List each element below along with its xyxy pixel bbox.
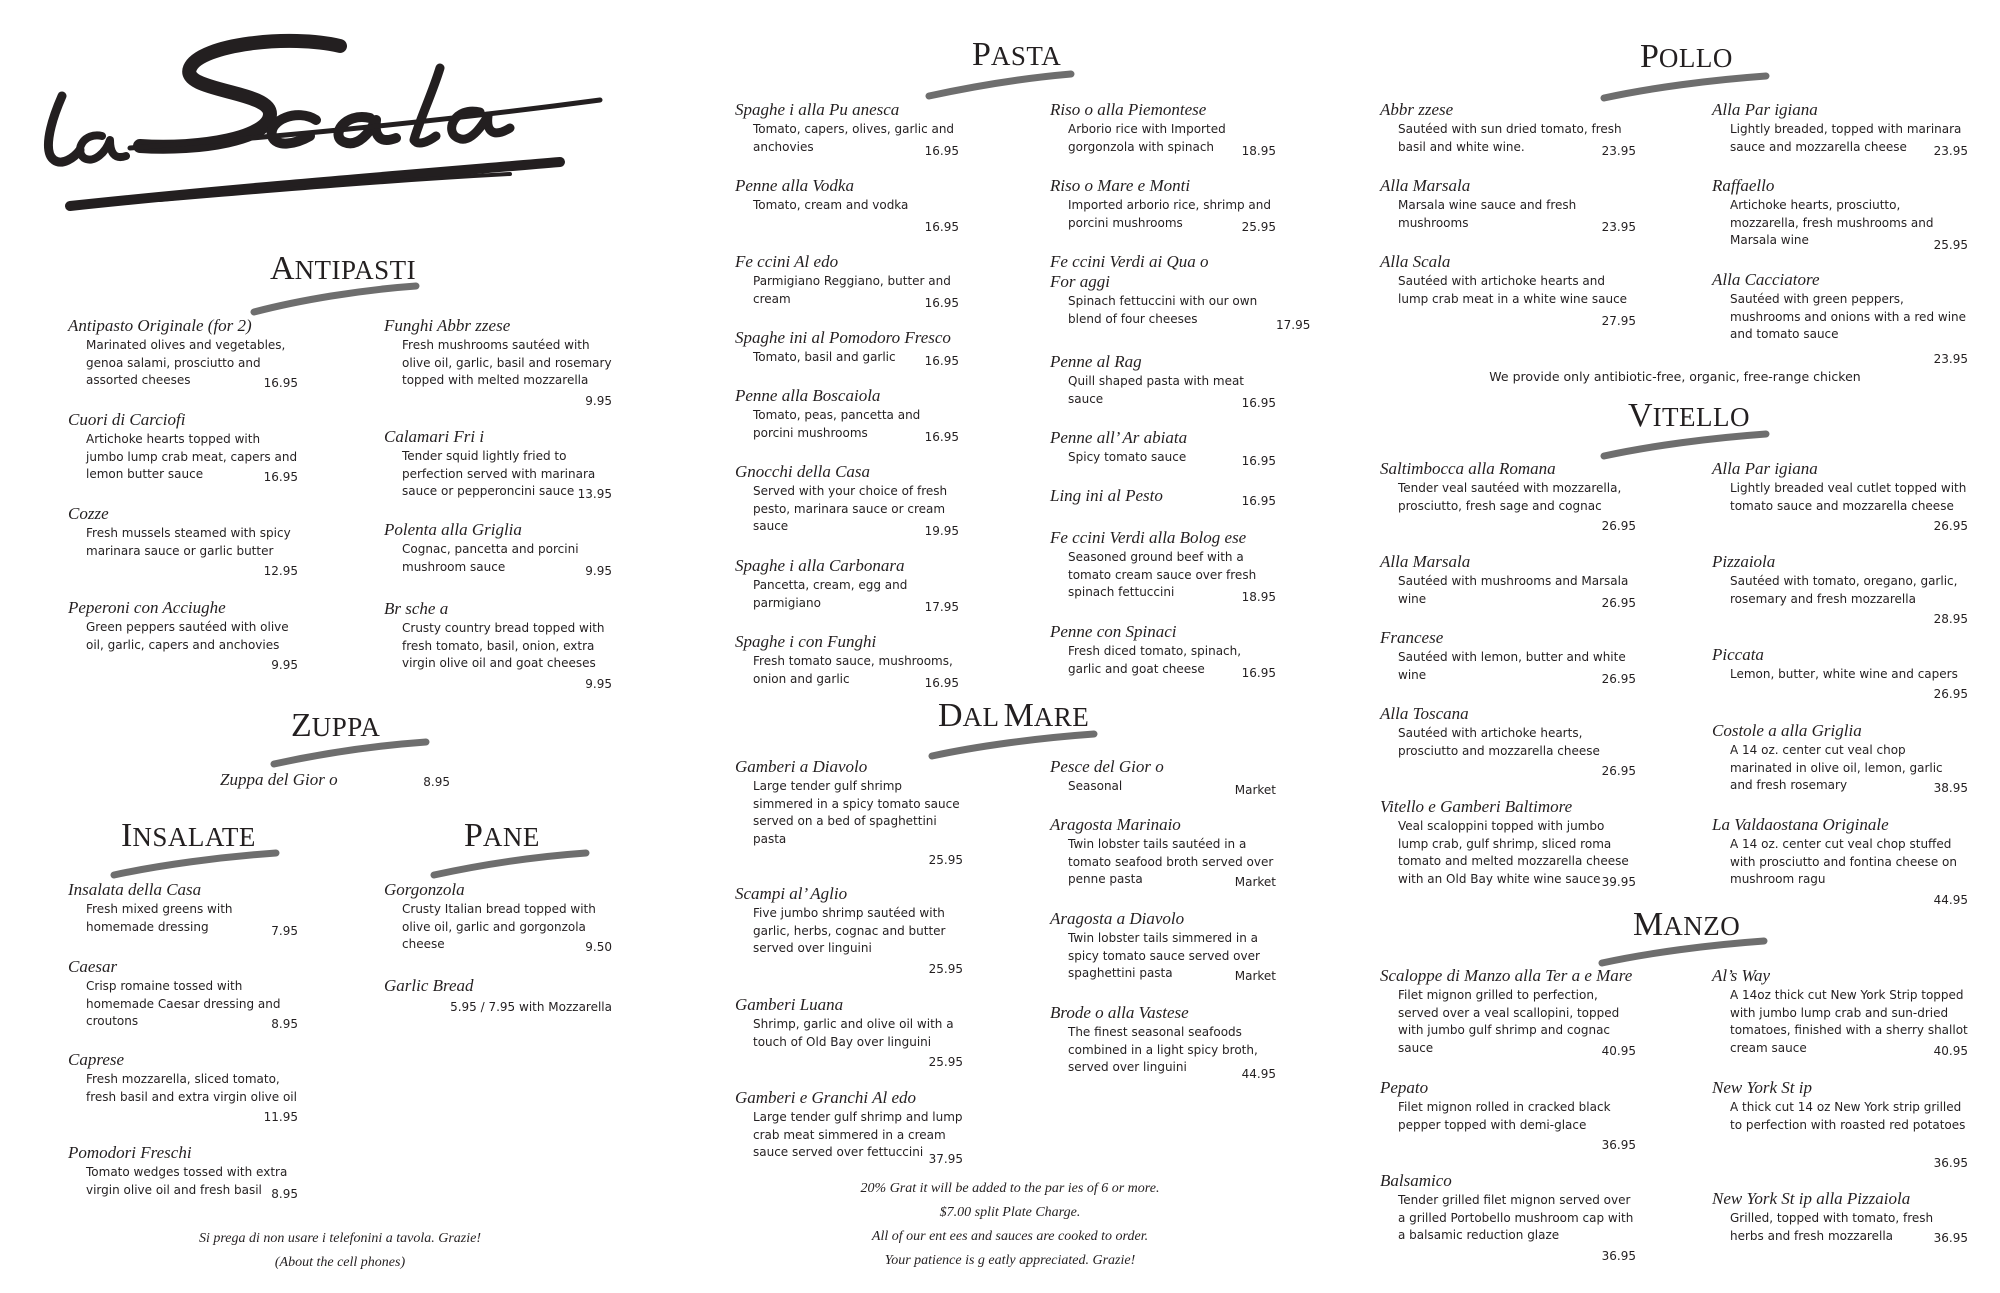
- menu-item: [1380, 1171, 1636, 1263]
- item-description: Fresh mussels steamed with spicy marinara sauce or garlic butter: [86, 526, 291, 558]
- menu-item: [1712, 966, 1968, 1057]
- item-price: 18.95: [1241, 144, 1276, 158]
- menu-item: [1050, 100, 1276, 156]
- menu-item: [1712, 1189, 1968, 1245]
- menu-item: [735, 884, 963, 976]
- menu-item: [735, 995, 963, 1069]
- item-description: Seasoned ground beef with a tomato cream sauce over fresh spinach fettuccini: [1068, 550, 1257, 599]
- item-name: Pesce del Gior o: [1050, 757, 1164, 776]
- item-description: Artichoke hearts topped with jumbo lump crab meat, capers and lemon butter sauce: [86, 432, 298, 481]
- la-scala-logo: [40, 28, 640, 228]
- item-description: Large tender gulf shrimp and lump crab meat simmered in a cream sauce served over fettuccini: [753, 1110, 963, 1159]
- item-price: 13.95: [577, 487, 612, 501]
- section-title-pasta: PASTA: [972, 36, 1062, 73]
- item-price: 16.95: [1241, 666, 1276, 680]
- section-title-antipasti: ANTIPASTI: [270, 250, 417, 287]
- menu-item: [735, 556, 959, 612]
- menu-item: [1712, 721, 1968, 795]
- section-title-pane: PANE: [464, 817, 540, 854]
- brush-stroke-decoration: [925, 70, 1075, 100]
- menu-item: [1380, 252, 1636, 328]
- brush-stroke-decoration: [928, 730, 1098, 760]
- item-name: Br sche a: [384, 599, 449, 618]
- item-description: Shrimp, garlic and olive oil with a touch of Old Bay over linguini: [753, 1017, 954, 1049]
- item-price: Market: [1234, 875, 1276, 889]
- item-price: 26.95: [1933, 519, 1968, 533]
- item-description: Spinach fettuccini with our own blend of four cheeses: [1068, 294, 1258, 326]
- item-price: 17.95: [1276, 318, 1311, 332]
- item-description: Tender grilled filet mignon served over a grilled Portobello mushroom cap with a balsamic reduction glaze: [1398, 1193, 1634, 1242]
- menu-item: [1050, 352, 1276, 408]
- item-price: 16.95: [924, 220, 959, 234]
- item-description: Filet mignon rolled in cracked black pepper topped with demi-glace: [1398, 1100, 1611, 1132]
- item-price: 23.95: [1933, 352, 1968, 366]
- item-description: Crusty Italian bread topped with olive oil, garlic and gorgonzola cheese: [402, 902, 596, 951]
- brush-stroke-decoration: [250, 282, 420, 316]
- item-description: Tender veal sautéed with mozzarella, prosciutto, fresh sage and cognac: [1398, 481, 1622, 513]
- item-price: 40.95: [1601, 1044, 1636, 1058]
- item-name: Saltimbocca alla Romana: [1380, 459, 1556, 478]
- menu-item: [735, 252, 959, 308]
- item-description: Fresh diced tomato, spinach, garlic and goat cheese: [1068, 644, 1242, 676]
- item-description: A 14 oz. center cut veal chop stuffed with prosciutto and fontina cheese on mushroom ragu: [1730, 837, 1957, 886]
- menu-item: [1380, 459, 1636, 533]
- patience-note: Your patience is g eatly appreciated. Grazie!: [884, 1253, 1136, 1268]
- item-description: Seasonal: [1068, 779, 1123, 793]
- item-price: 44.95: [1241, 1067, 1276, 1081]
- item-description: Crusty country bread topped with fresh tomato, basil, onion, extra virgin olive oil and goat cheeses: [402, 621, 605, 670]
- item-price: 18.95: [1241, 590, 1276, 604]
- item-description: Fresh tomato sauce, mushrooms, onion and garlic: [753, 654, 953, 686]
- menu-item: [1712, 815, 1968, 907]
- brush-stroke-decoration: [1600, 72, 1770, 102]
- cooked-to-order-note: All of our ent ees and sauces are cooked to order.: [871, 1229, 1149, 1244]
- menu-item: [384, 520, 612, 576]
- menu-item: [1050, 909, 1276, 983]
- phone-note-translation: (About the cell phones): [274, 1255, 406, 1270]
- menu-item: [1712, 100, 1968, 156]
- item-description: Sautéed with sun dried tomato, fresh basil and white wine.: [1398, 122, 1622, 154]
- item-name: Peperoni con Acciughe: [68, 598, 226, 617]
- item-description: Green peppers sautéed with olive oil, garlic, capers and anchovies: [86, 620, 289, 652]
- item-name: Spaghe i alla Carbonara: [735, 556, 905, 575]
- menu-item: [68, 1143, 298, 1199]
- item-name: Piccata: [1712, 645, 1764, 664]
- item-price: 8.95: [271, 1017, 298, 1031]
- item-name: Costole a alla Griglia: [1712, 721, 1862, 740]
- item-price: 9.95: [585, 394, 612, 408]
- menu-item: [68, 598, 298, 672]
- item-description: Veal scaloppini topped with jumbo lump crab, gulf shrimp, sliced roma tomato and melted mozzarella cheese with an Old Bay white wine sauce: [1398, 819, 1629, 886]
- item-name: Pomodori Freschi: [68, 1143, 192, 1162]
- item-name: Aragosta a Diavolo: [1050, 909, 1185, 928]
- item-name: Caesar: [68, 957, 118, 976]
- item-price: 23.95: [1601, 220, 1636, 234]
- item-name: Francese: [1380, 628, 1444, 647]
- menu-item: [1050, 486, 1276, 506]
- item-description: Parmigiano Reggiano, butter and cream: [753, 274, 951, 306]
- pollo-note: We provide only antibiotic-free, organic, free-range chicken: [1489, 369, 1861, 384]
- item-description: The finest seasonal seafoods combined in a light spicy broth, served over linguini: [1068, 1025, 1258, 1074]
- section-title-insalate: INSALATE: [121, 817, 256, 854]
- menu-item: [1050, 428, 1276, 467]
- item-name: Abbr zzese: [1380, 100, 1454, 119]
- item-description: Cognac, pancetta and porcini mushroom sauce: [402, 542, 579, 574]
- item-name: Penne alla Vodka: [735, 176, 854, 195]
- item-name: Polenta alla Griglia: [384, 520, 522, 539]
- item-description: Twin lobster tails simmered in a spicy tomato sauce served over spaghettini pasta: [1068, 931, 1260, 980]
- item-price: 16.95: [1241, 396, 1276, 410]
- item-description: Grilled, topped with tomato, fresh herbs and fresh mozzarella: [1730, 1211, 1934, 1243]
- item-name: Alla Cacciatore: [1712, 270, 1820, 289]
- item-name: Insalata della Casa: [68, 880, 202, 899]
- item-description: Tomato, peas, pancetta and porcini mushrooms: [753, 408, 921, 440]
- item-description: Marsala wine sauce and fresh mushrooms: [1398, 198, 1577, 230]
- item-name: Funghi Abbr zzese: [384, 316, 511, 335]
- item-name: Cozze: [68, 504, 109, 523]
- item-description: Lemon, butter, white wine and capers: [1730, 667, 1958, 681]
- item-price: 36.95: [1601, 1138, 1636, 1152]
- menu-item: [1380, 552, 1636, 608]
- item-description: Twin lobster tails sautéed in a tomato seafood broth served over penne pasta: [1068, 837, 1274, 886]
- item-name: Pizzaiola: [1712, 552, 1776, 571]
- item-description: Tomato wedges tossed with extra virgin olive oil and fresh basil: [86, 1165, 288, 1197]
- item-name: Alla Marsala: [1380, 552, 1471, 571]
- section-title-dalmare: DAL MARE: [938, 697, 1090, 734]
- item-price: 16.95: [924, 296, 959, 310]
- item-price: 16.95: [924, 354, 959, 368]
- section-title-zuppa: ZUPPA: [291, 707, 381, 744]
- item-name: Ling ini al Pesto: [1050, 486, 1163, 505]
- item-price: 8.95: [271, 1187, 298, 1201]
- menu-item: [384, 976, 612, 1014]
- menu-item: [1380, 704, 1636, 778]
- menu-item: [1050, 528, 1276, 602]
- item-price: 40.95: [1933, 1044, 1968, 1058]
- item-description: Sautéed with tomato, oregano, garlic, rosemary and fresh mozzarella: [1730, 574, 1958, 606]
- item-price: 11.95: [263, 1110, 298, 1124]
- item-price: 26.95: [1933, 687, 1968, 701]
- item-name: Alla Par igiana: [1712, 100, 1818, 119]
- menu-item: [1712, 176, 1968, 250]
- plate-charge-note: $7.00 split Plate Charge.: [939, 1205, 1081, 1220]
- item-name: Cuori di Carciofi: [68, 410, 186, 429]
- menu-item: [735, 757, 963, 867]
- item-description: Tender squid lightly fried to perfection served with marinara sauce or pepperoncini sauce: [402, 449, 596, 498]
- item-price: 5.95 / 7.95 with Mozzarella: [450, 1000, 612, 1014]
- section-title-pollo: POLLO: [1640, 38, 1733, 75]
- item-description: Arborio rice with Imported gorgonzola with spinach: [1068, 122, 1226, 154]
- menu-item: [68, 880, 298, 936]
- item-price: 25.95: [928, 853, 963, 867]
- item-name: Calamari Fri i: [384, 427, 485, 446]
- item-description: Served with your choice of fresh pesto, marinara sauce or cream sauce: [753, 484, 948, 533]
- menu-item: [68, 316, 298, 390]
- item-name: Alla Marsala: [1380, 176, 1471, 195]
- item-name: Alla Toscana: [1380, 704, 1469, 723]
- menu-item: [1050, 757, 1276, 796]
- item-name: Caprese: [68, 1050, 125, 1069]
- item-name: Gamberi Luana: [735, 995, 844, 1014]
- menu-item: [1380, 1078, 1636, 1152]
- item-description: Fresh mozzarella, sliced tomato, fresh basil and extra virgin olive oil: [86, 1072, 297, 1104]
- item-name: New York St ip: [1712, 1078, 1812, 1097]
- item-description: Tomato, cream and vodka: [753, 198, 909, 212]
- item-price: 25.95: [1933, 238, 1968, 252]
- item-name: Penne alla Boscaiola: [735, 386, 881, 405]
- item-name: New York St ip alla Pizzaiola: [1712, 1189, 1911, 1208]
- item-price: 36.95: [1933, 1156, 1968, 1170]
- item-price: 38.95: [1933, 781, 1968, 795]
- item-name: Spaghe i alla Pu anesca: [735, 100, 900, 119]
- menu-item: [735, 328, 959, 367]
- section-title-manzo: MANZO: [1633, 906, 1741, 943]
- item-name: Gorgonzola: [384, 880, 465, 899]
- item-price: 26.95: [1601, 672, 1636, 686]
- menu-item: [1380, 628, 1636, 684]
- item-price: 36.95: [1601, 1249, 1636, 1263]
- item-price: 39.95: [1601, 875, 1636, 889]
- item-description: Sautéed with artichoke hearts, prosciutto and mozzarella cheese: [1398, 726, 1600, 758]
- item-price: 9.95: [585, 564, 612, 578]
- menu-item: [735, 386, 959, 442]
- menu-item: [384, 599, 612, 691]
- item-name: Gnocchi della Casa: [735, 462, 871, 481]
- item-name: La Valdaostana Originale: [1712, 815, 1889, 834]
- item-description: Sautéed with green peppers, mushrooms and onions with a red wine and tomato sauce: [1730, 292, 1967, 341]
- menu-item: [1712, 552, 1968, 626]
- item-description: Filet mignon grilled to perfection, served over a veal scallopini, topped with jumbo gulf shrimp and cognac sauce: [1398, 988, 1620, 1055]
- item-name: Zuppa del Gior o: [220, 770, 338, 789]
- menu-item: [384, 427, 612, 501]
- item-price: 26.95: [1601, 596, 1636, 610]
- item-name: Garlic Bread: [384, 976, 474, 995]
- item-description: Imported arborio rice, shrimp and porcini mushrooms: [1068, 198, 1272, 230]
- item-name: Spaghe i con Funghi: [735, 632, 877, 651]
- item-description: Lightly breaded, topped with marinara sauce and mozzarella cheese: [1730, 122, 1962, 154]
- menu-item: [1380, 176, 1636, 232]
- menu-item: [735, 462, 959, 536]
- menu-item: [1712, 1078, 1968, 1170]
- item-price: 26.95: [1601, 519, 1636, 533]
- item-name: Balsamico: [1380, 1171, 1452, 1190]
- item-description: Sautéed with lemon, butter and white wine: [1398, 650, 1626, 682]
- item-name: Scaloppe di Manzo alla Ter a e Mare: [1380, 966, 1633, 985]
- item-price: 17.95: [924, 600, 959, 614]
- brush-stroke-decoration: [270, 738, 430, 768]
- item-name: Gamberi e Granchi Al edo: [735, 1088, 916, 1107]
- item-name: Fe ccini Verdi ai Qua o For aggi: [1050, 252, 1209, 291]
- brush-stroke-decoration: [1600, 430, 1770, 460]
- item-name: Raffaello: [1712, 176, 1775, 195]
- item-description: A 14oz thick cut New York Strip topped with jumbo lump crab and sun-dried tomatoes, finished with a sherry shallot cream sauce: [1730, 988, 1968, 1055]
- item-name: Gamberi a Diavolo: [735, 757, 868, 776]
- item-price: 16.95: [924, 430, 959, 444]
- item-description: Large tender gulf shrimp simmered in a spicy tomato sauce served on a bed of spaghettini pasta: [753, 779, 960, 846]
- menu-item: [1712, 459, 1968, 533]
- item-price: 8.95: [423, 775, 450, 789]
- item-name: Penne all’ Ar abiata: [1050, 428, 1188, 447]
- item-description: Marinated olives and vegetables, genoa salami, prosciutto and assorted cheeses: [86, 338, 286, 387]
- menu-item: [1050, 815, 1276, 889]
- item-price: 28.95: [1933, 612, 1968, 626]
- item-description: A 14 oz. center cut veal chop marinated in olive oil, lemon, garlic and fresh rosemary: [1730, 743, 1943, 792]
- item-price: 23.95: [1601, 144, 1636, 158]
- item-price: 37.95: [928, 1152, 963, 1166]
- menu-item: [1050, 1003, 1276, 1081]
- item-name: Riso o Mare e Monti: [1050, 176, 1191, 195]
- menu-item: [68, 410, 298, 484]
- item-description: Tomato, capers, olives, garlic and anchovies: [753, 122, 955, 154]
- menu-item: [1712, 645, 1968, 701]
- item-name: Scampi al’ Aglio: [735, 884, 848, 903]
- brush-stroke-decoration: [1598, 937, 1768, 967]
- item-price: 9.95: [271, 658, 298, 672]
- phone-note: Si prega di non usare i telefonini a tavola. Grazie!: [198, 1231, 482, 1246]
- item-price: 9.50: [585, 940, 612, 954]
- item-name: Spaghe ini al Pomodoro Fresco: [735, 328, 951, 347]
- item-price: 44.95: [1933, 893, 1968, 907]
- item-name: Al’s Way: [1712, 966, 1771, 985]
- menu-item: [1380, 100, 1636, 156]
- item-description: Spicy tomato sauce: [1068, 450, 1187, 464]
- item-price: 26.95: [1601, 764, 1636, 778]
- item-name: Vitello e Gamberi Baltimore: [1380, 797, 1573, 816]
- item-price: 16.95: [924, 144, 959, 158]
- item-description: Crisp romaine tossed with homemade Caesar dressing and croutons: [86, 979, 281, 1028]
- menu-item: [384, 316, 612, 408]
- menu-item: [220, 770, 450, 790]
- brush-stroke-decoration: [430, 849, 590, 879]
- item-price: 9.95: [585, 677, 612, 691]
- menu-item: [1380, 797, 1636, 888]
- gratuity-note: 20% Grat it will be added to the par ies of 6 or more.: [860, 1181, 1160, 1196]
- item-name: Aragosta Marinaio: [1050, 815, 1181, 834]
- item-description: Fresh mushrooms sautéed with olive oil, garlic, basil and rosemary topped with melted mozzarella: [402, 338, 612, 387]
- menu-item: [735, 176, 959, 234]
- item-price: Market: [1234, 969, 1276, 983]
- item-description: Quill shaped pasta with meat sauce: [1068, 374, 1245, 406]
- item-price: 16.95: [263, 470, 298, 484]
- item-price: 36.95: [1933, 1231, 1968, 1245]
- item-price: 19.95: [924, 524, 959, 538]
- item-price: 12.95: [263, 564, 298, 578]
- item-description: Lightly breaded veal cutlet topped with tomato sauce and mozzarella cheese: [1730, 481, 1967, 513]
- item-name: Alla Par igiana: [1712, 459, 1818, 478]
- menu-item: [384, 880, 612, 954]
- item-description: Sautéed with mushrooms and Marsala wine: [1398, 574, 1629, 606]
- item-name: Penne con Spinaci: [1050, 622, 1177, 641]
- item-price: 25.95: [928, 962, 963, 976]
- menu-item: [1050, 252, 1311, 332]
- menu-item: [1050, 622, 1276, 678]
- item-name: Fe ccini Al edo: [735, 252, 839, 271]
- item-price: Market: [1234, 783, 1276, 797]
- item-name: Pepato: [1380, 1078, 1429, 1097]
- item-description: Fresh mixed greens with homemade dressing: [86, 902, 233, 934]
- section-title-vitello: VITELLO: [1628, 397, 1751, 434]
- item-price: 25.95: [928, 1055, 963, 1069]
- item-name: Alla Scala: [1380, 252, 1451, 271]
- menu-item: [1380, 966, 1636, 1057]
- menu-item: [1712, 270, 1968, 366]
- menu-item: [735, 100, 959, 156]
- item-price: 16.95: [924, 676, 959, 690]
- item-price: 16.95: [1241, 454, 1276, 468]
- item-description: Five jumbo shrimp sautéed with garlic, herbs, cognac and butter served over linguini: [753, 906, 946, 955]
- item-name: Antipasto Originale (for 2): [68, 316, 252, 335]
- menu-item: [735, 1088, 963, 1166]
- item-description: Artichoke hearts, prosciutto, mozzarella, fresh mushrooms and Marsala wine: [1730, 198, 1934, 247]
- item-name: Penne al Rag: [1050, 352, 1142, 371]
- menu-item: [68, 1050, 298, 1124]
- item-description: Pancetta, cream, egg and parmigiano: [753, 578, 908, 610]
- item-name: Fe ccini Verdi alla Bolog ese: [1050, 528, 1247, 547]
- item-price: 16.95: [1241, 494, 1276, 508]
- item-price: 7.95: [271, 924, 298, 938]
- menu-item: [68, 957, 298, 1031]
- item-price: 27.95: [1601, 314, 1636, 328]
- menu-item: [1050, 176, 1276, 232]
- item-price: 23.95: [1933, 144, 1968, 158]
- item-description: Tomato, basil and garlic: [753, 350, 896, 364]
- item-name: Riso o alla Piemontese: [1050, 100, 1207, 119]
- item-price: 25.95: [1241, 220, 1276, 234]
- item-description: Sautéed with artichoke hearts and lump crab meat in a white wine sauce: [1398, 274, 1628, 306]
- item-description: A thick cut 14 oz New York strip grilled to perfection with roasted red potatoes: [1730, 1100, 1966, 1132]
- brush-stroke-decoration: [110, 849, 280, 879]
- item-name: Brode o alla Vastese: [1050, 1003, 1189, 1022]
- menu-item: [68, 504, 298, 578]
- menu-item: [735, 632, 959, 688]
- item-price: 16.95: [263, 376, 298, 390]
